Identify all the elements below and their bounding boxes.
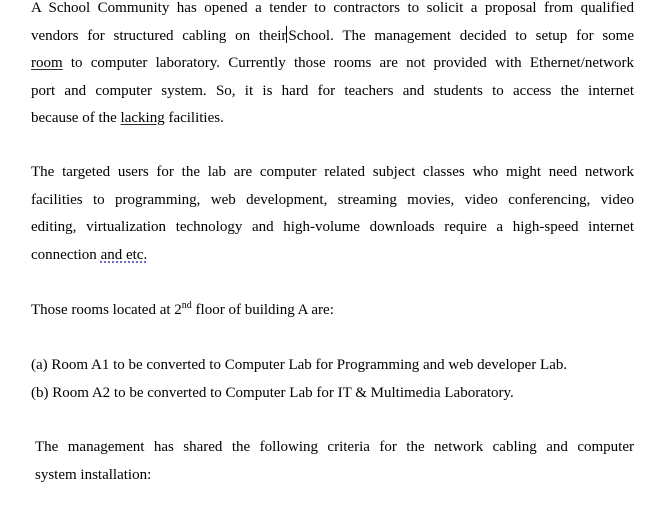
text-line (31, 0, 634, 23)
text-run: floor of building A are: (195, 302, 334, 318)
list-item (31, 380, 634, 408)
text-line (31, 214, 634, 242)
text-run: The management has shared the following criteria for the network cabling and computer (35, 439, 634, 455)
spelling-flagged-word[interactable]: room (31, 55, 63, 71)
text-run: (b) Room A2 to be converted to Computer Lab for IT & Multimedia Laboratory. (31, 384, 514, 401)
grammar-flagged-phrase[interactable]: and etc. (100, 246, 148, 263)
text-line (31, 242, 634, 270)
text-run: to computer laboratory. Currently those rooms are not provided with Ethernet/network (70, 55, 634, 71)
text-line (31, 23, 634, 51)
text-line (35, 462, 634, 490)
text-line (31, 105, 634, 133)
text-run: facilities. (168, 110, 224, 126)
text-line (31, 297, 634, 325)
text-run: The targeted users for the lab are computer related subject classes who might need network (31, 164, 634, 180)
text-run: vendors for structured cabling on their (31, 27, 287, 44)
list-item (31, 352, 634, 380)
text-run: editing, virtualization technology and high-volume downloads require a high-speed internet (31, 219, 634, 235)
text-run: facilities to programming, web development, streaming movies, video conferencing, video (31, 191, 634, 208)
text-run: because of the (31, 110, 117, 126)
text-line (31, 187, 634, 215)
text-run: system installation: (35, 466, 152, 483)
text-run: port and computer system. So, it is hard for teachers and students to access the internet (31, 82, 634, 99)
paragraph-tender-intro (31, 0, 634, 133)
text-line (35, 434, 634, 462)
ordinal-superscript: nd (181, 300, 192, 311)
room-list (31, 352, 634, 407)
paragraph-target-users (31, 159, 634, 269)
text-run: A School Community has opened a tender to contractors to solicit a proposal from qualified (31, 0, 634, 16)
text-run: connection (31, 246, 97, 263)
text-line (31, 159, 634, 187)
spelling-flagged-word[interactable]: lacking (120, 110, 165, 126)
text-run: (a) Room A1 to be converted to Computer Lab for Programming and web developer Lab. (31, 357, 568, 373)
text-line (31, 78, 634, 106)
text-run: Those rooms located at 2 (31, 302, 182, 318)
text-run: School. The management decided to setup for some (288, 27, 634, 44)
paragraph-criteria (35, 434, 634, 489)
text-line (31, 50, 634, 78)
paragraph-room-location (31, 297, 634, 325)
